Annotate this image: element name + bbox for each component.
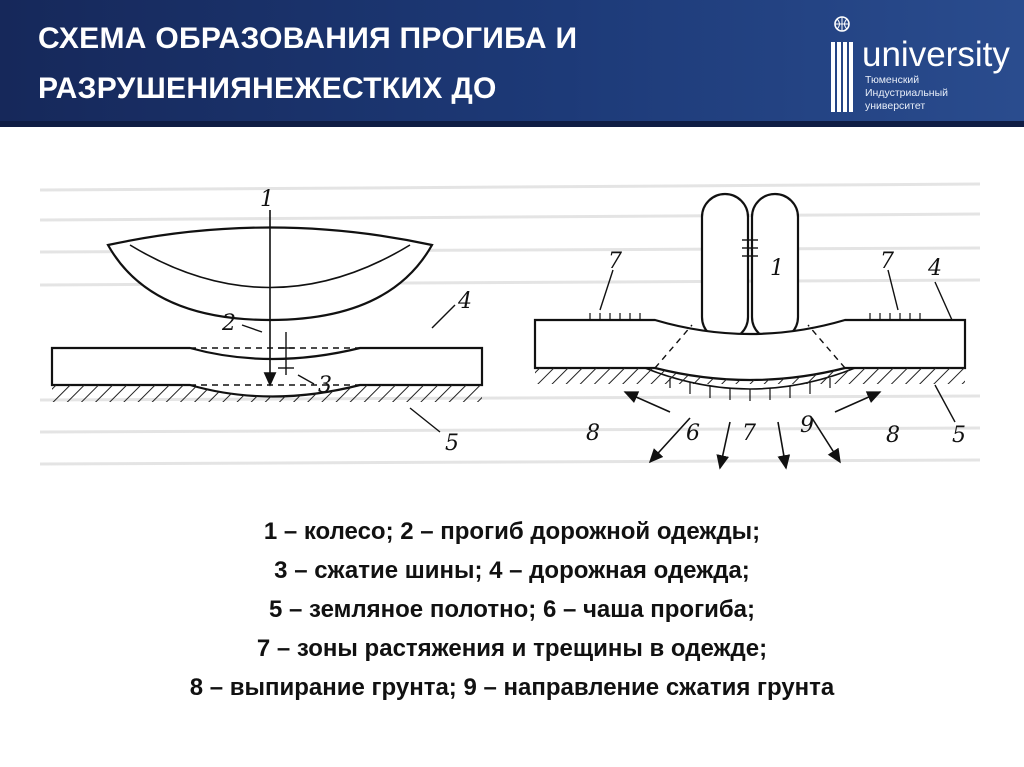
slide-header (0, 0, 1024, 127)
right-label-1: 1 (770, 256, 784, 281)
legend-line-3: 5 – земляное полотно; 6 – чаша прогиба; (268, 596, 756, 623)
slide-title (38, 14, 758, 114)
header-stripe (0, 121, 1024, 127)
right-label-7b: 7 (880, 249, 894, 274)
left-label-4: 4 (458, 289, 472, 314)
legend-line-1: 1 – колесо; 2 – прогиб дорожной одежды; (263, 518, 761, 545)
legend-line-4: 7 – зоны растяжения и трещины в одежде; (256, 635, 768, 662)
deflection-diagram (30, 170, 995, 500)
right-label-7a: 7 (608, 249, 622, 274)
right-label-8b: 8 (886, 423, 900, 448)
logo-sub-line-2: Индустриальный (865, 87, 949, 99)
right-label-9: 9 (800, 413, 814, 438)
title-line-1: СХЕМА ОБРАЗОВАНИЯ ПРОГИБА И (38, 22, 578, 55)
left-label-2: 2 (222, 311, 236, 336)
logo-sub-line-1: Тюменский (865, 74, 920, 86)
left-label-5: 5 (445, 431, 459, 456)
right-label-8a: 8 (586, 421, 600, 446)
left-label-1: 1 (260, 187, 274, 212)
logo-sub-line-3: университет (865, 100, 926, 112)
university-logo (828, 16, 1018, 116)
right-label-4: 4 (928, 256, 942, 281)
right-label-7c: 7 (742, 421, 756, 446)
left-label-3: 3 (318, 373, 332, 398)
legend-line-2: 3 – сжатие шины; 4 – дорожная одежда; (274, 557, 750, 584)
logo-subtitle (865, 74, 948, 113)
legend-line-5: 8 – выпирание грунта; 9 – направление сжатия грунта (189, 674, 835, 701)
right-label-5: 5 (952, 423, 966, 448)
logo-wordmark: university (862, 35, 1010, 74)
legend (0, 512, 1024, 707)
globe-bars-icon (828, 16, 862, 116)
right-label-6: 6 (686, 421, 700, 446)
tire-left (702, 194, 748, 340)
left-diagram (52, 210, 482, 432)
title-line-2: РАЗРУШЕНИЯНЕЖЕСТКИХ ДО (38, 72, 497, 105)
